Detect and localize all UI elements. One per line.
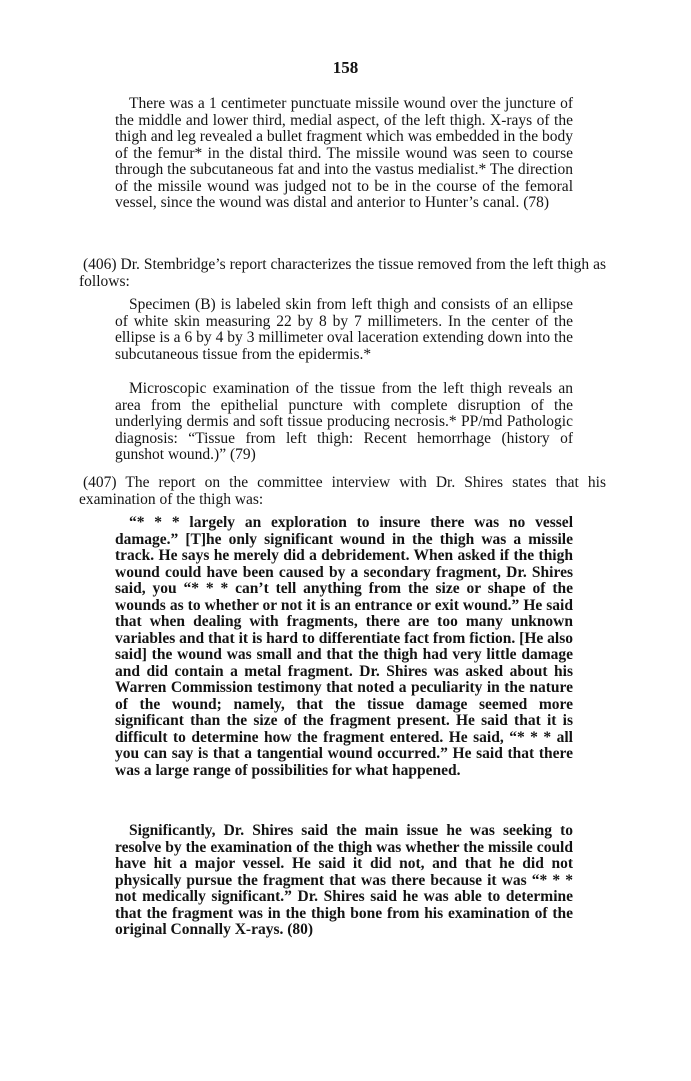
quote-block-79-specimen: Specimen (B) is labeled skin from left thigh and consists of an ellipse of white skin measuring 22 by 8 by 7 millimeters. In the center of the ellipse is a 6 by 4 by 3 millimeter oval laceration extending down into the subcutaneous tissue from the epidermis.* — [115, 296, 573, 363]
page-number: 158 — [332, 58, 359, 77]
paragraph-407: (407) The report on the committee interview with Dr. Shires states that his examination of the thigh was: — [79, 474, 606, 508]
quote-block-78: There was a 1 centimeter punctuate missile wound over the juncture of the middle and lower third, medial aspect, of the left thigh. X-rays of the thigh and leg revealed a bullet fragment which was embedded in the body of the femur* in the distal third. The missile wound was seen to course through the subcutaneous fat and into the vastus medialist.* The direction of the missile wound was judged not to be in the course of the femoral vessel, since the wound was distal and anterior to Hunter’s canal. (78) — [115, 95, 573, 211]
quote-block-79-microscopic: Microscopic examination of the tissue from the left thigh reveals an area from the epithelial puncture with complete disruption of the underlying dermis and soft tissue producing necrosis.* PP/md Pathologic diagnosis: “Tissue from left thigh: Recent hemorrhage (history of gunshot wound.)” (79) — [115, 380, 573, 463]
paragraph-406: (406) Dr. Stembridge’s report characterizes the tissue removed from the left thigh as follows: — [79, 256, 606, 290]
quote-block-80-interview: “* * * largely an exploration to insure there was no vessel damage.” [T]he only significant wound in the thigh was a missile track. He says he merely did a debridement. When asked if the thigh wound could have been caused by a secondary fragment, Dr. Shires said, you “* * * can’t tell anything from the size or shape of the wounds as to whether or not it is an entrance or exit wound.” He said that when dealing with fragments, there are too many unknown variables and that it is hard to differentiate fact from fiction. [He also said] the wound was small and that the thigh had very little damage and did contain a metal fragment. Dr. Shires was asked about his Warren Commission testimony that noted a peculiarity in the nature of the wound; namely, that the tissue damage seemed more significant than the size of the fragment present. He said that it is difficult to determine how the fragment entered. He said, “* * * all you can say is that a tangential wound occurred.” He said that there was a large range of possibilities for what happened. — [115, 514, 573, 779]
quote-block-80-significance: Significantly, Dr. Shires said the main issue he was seeking to resolve by the examination of the thigh was whether the missile could have hit a major vessel. He said it did not, and that he did not physically pursue the fragment that was there because it was “* * * not medically significant.” Dr. Shires said he was able to determine that the fragment was in the thigh bone from his examination of the original Connally X-rays. (80) — [115, 822, 573, 938]
